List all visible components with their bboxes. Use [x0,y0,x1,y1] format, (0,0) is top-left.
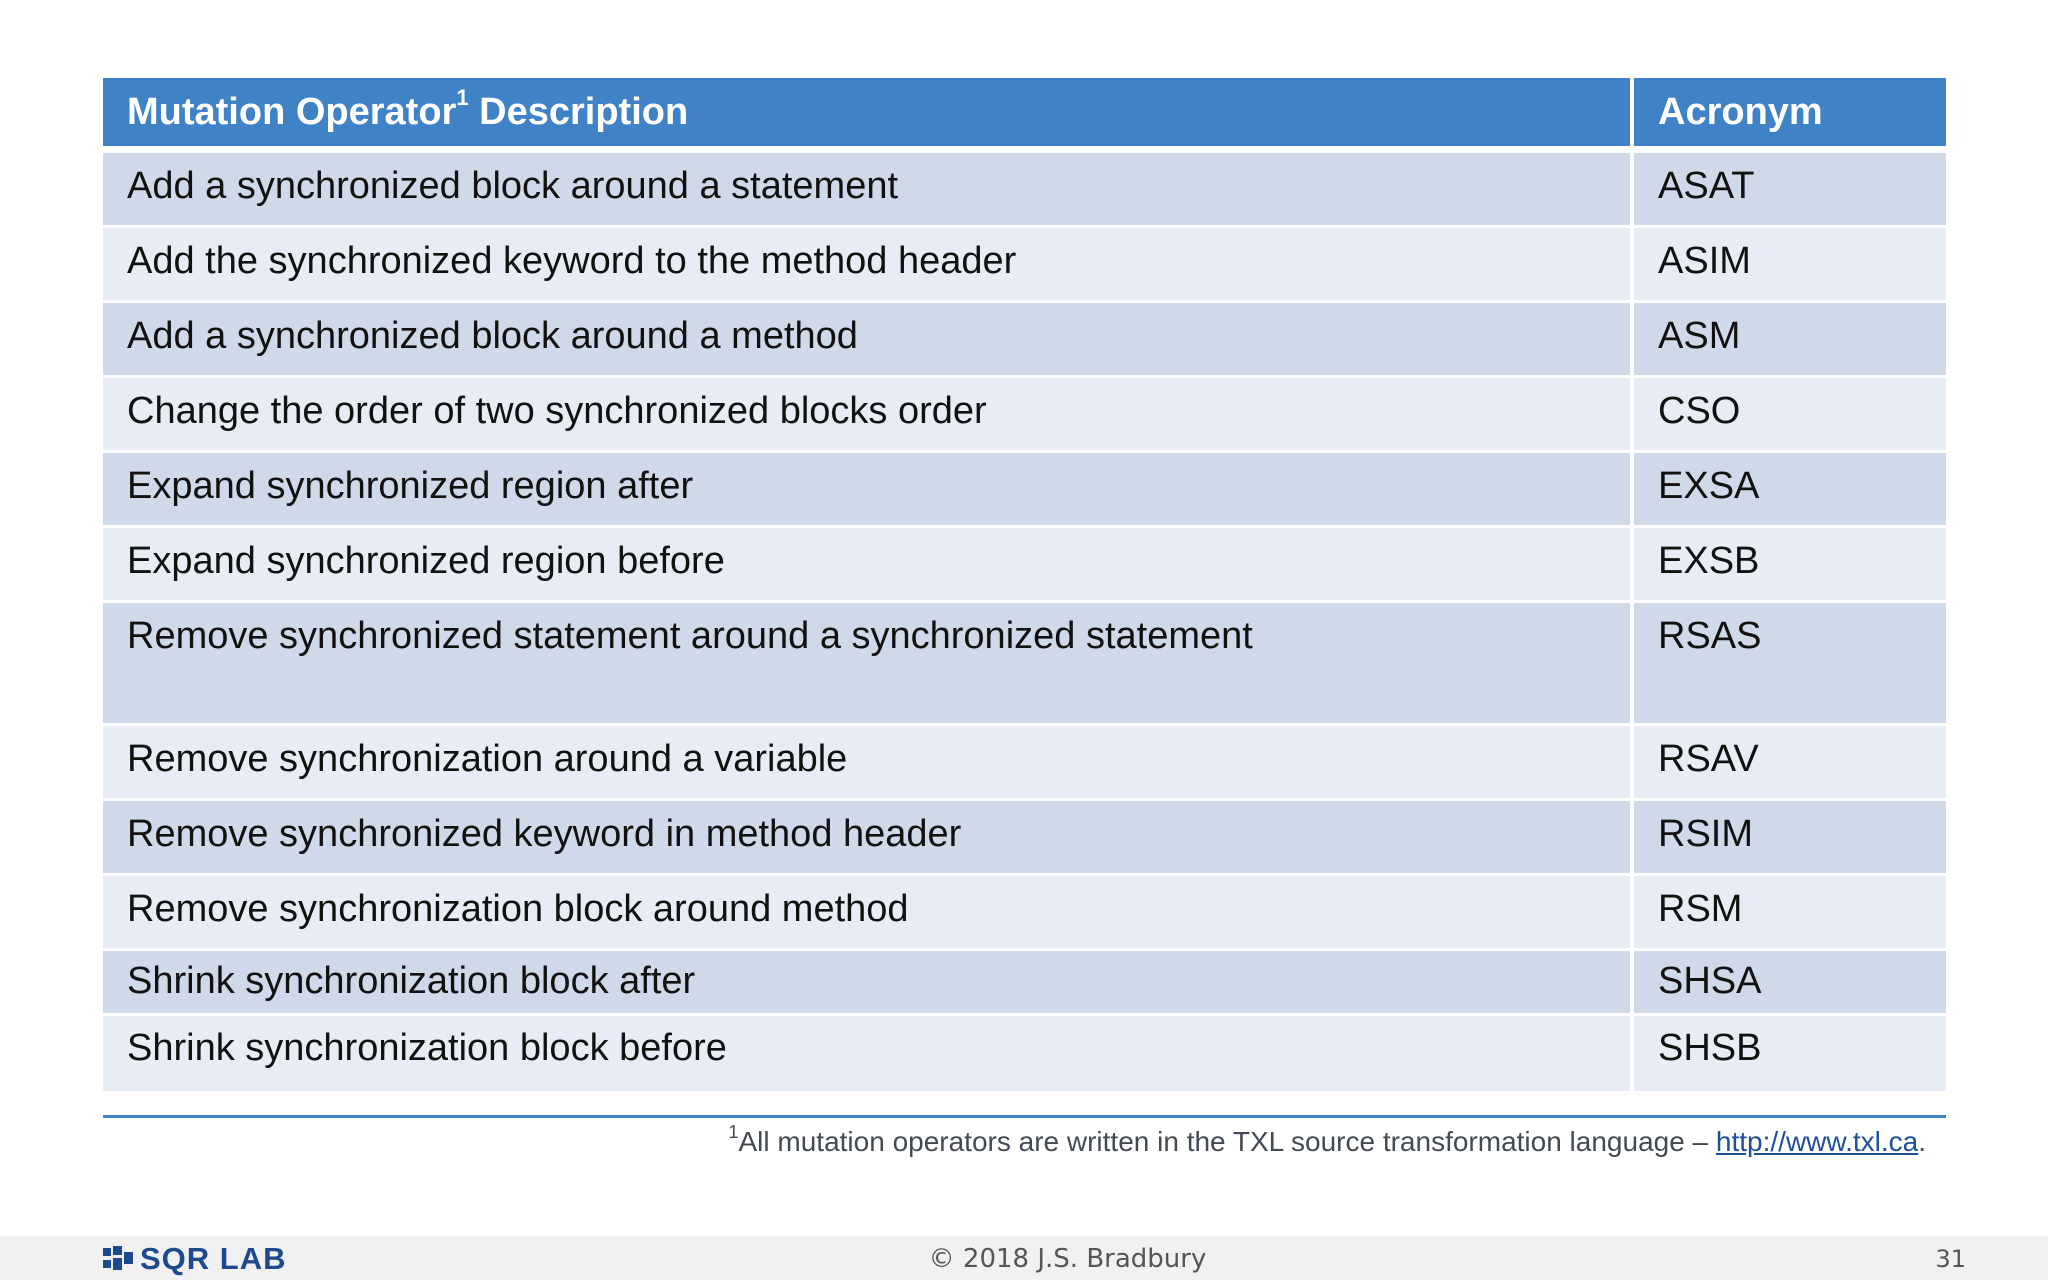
logo-text: SQR LAB [140,1241,287,1276]
acronym-cell: EXSB [1630,528,1946,603]
footnote-divider [103,1115,1946,1118]
description-cell: Add a synchronized block around a method [103,303,1630,378]
description-header-suffix: Description [468,91,689,133]
description-cell: Add the synchronized keyword to the method header [103,228,1630,303]
table-row [103,303,1946,378]
footer-bar [0,1236,2048,1280]
acronym-cell: SHSB [1630,1016,1946,1091]
acronym-cell: RSAV [1630,726,1946,801]
table-row [103,153,1946,228]
description-cell: Expand synchronized region after [103,453,1630,528]
table-row [103,603,1946,726]
table-row [103,876,1946,951]
table-header [103,78,1946,153]
acronym-cell: ASAT [1630,153,1946,228]
table-row [103,801,1946,876]
footnote-end: . [1918,1126,1926,1157]
description-column-header [103,78,1630,153]
footnote-text: All mutation operators are written in the TXL source transformation language – [738,1126,1716,1157]
acronym-cell: RSAS [1630,603,1946,726]
acronym-cell: SHSA [1630,951,1946,1016]
footnote-marker: 1 [728,1122,739,1142]
table-row [103,453,1946,528]
acronym-cell: ASM [1630,303,1946,378]
description-cell: Shrink synchronization block before [103,1016,1630,1091]
footnote-marker: 1 [456,85,469,110]
acronym-cell: RSM [1630,876,1946,951]
table-row [103,228,1946,303]
table-row [103,726,1946,801]
copyright: © 2018 J.S. Bradbury [928,1244,1207,1274]
table-row [103,378,1946,453]
description-header-text: Mutation Operator [127,91,457,133]
acronym-column-header: Acronym [1630,78,1946,153]
page-number: 31 [1935,1245,1966,1273]
footnote [0,1122,1926,1158]
description-cell: Remove synchronized keyword in method header [103,801,1630,876]
description-cell: Change the order of two synchronized blocks order [103,378,1630,453]
description-cell: Add a synchronized block around a statement [103,153,1630,228]
description-cell: Remove synchronization block around method [103,876,1630,951]
table-header-row [103,78,1946,153]
table-row [103,951,1946,1016]
acronym-cell: ASIM [1630,228,1946,303]
mutation-operators-table [103,78,1946,1091]
table-body [103,153,1946,1091]
txl-link[interactable]: http://www.txl.ca [1715,1126,1919,1157]
table-row [103,1016,1946,1091]
acronym-cell: EXSA [1630,453,1946,528]
table-row [103,528,1946,603]
description-cell: Remove synchronization around a variable [103,726,1630,801]
acronym-cell: RSIM [1630,801,1946,876]
description-cell: Remove synchronized statement around a synchronized statement [103,603,1630,726]
description-cell: Expand synchronized region before [103,528,1630,603]
acronym-cell: CSO [1630,378,1946,453]
description-cell: Shrink synchronization block after [103,951,1630,1016]
